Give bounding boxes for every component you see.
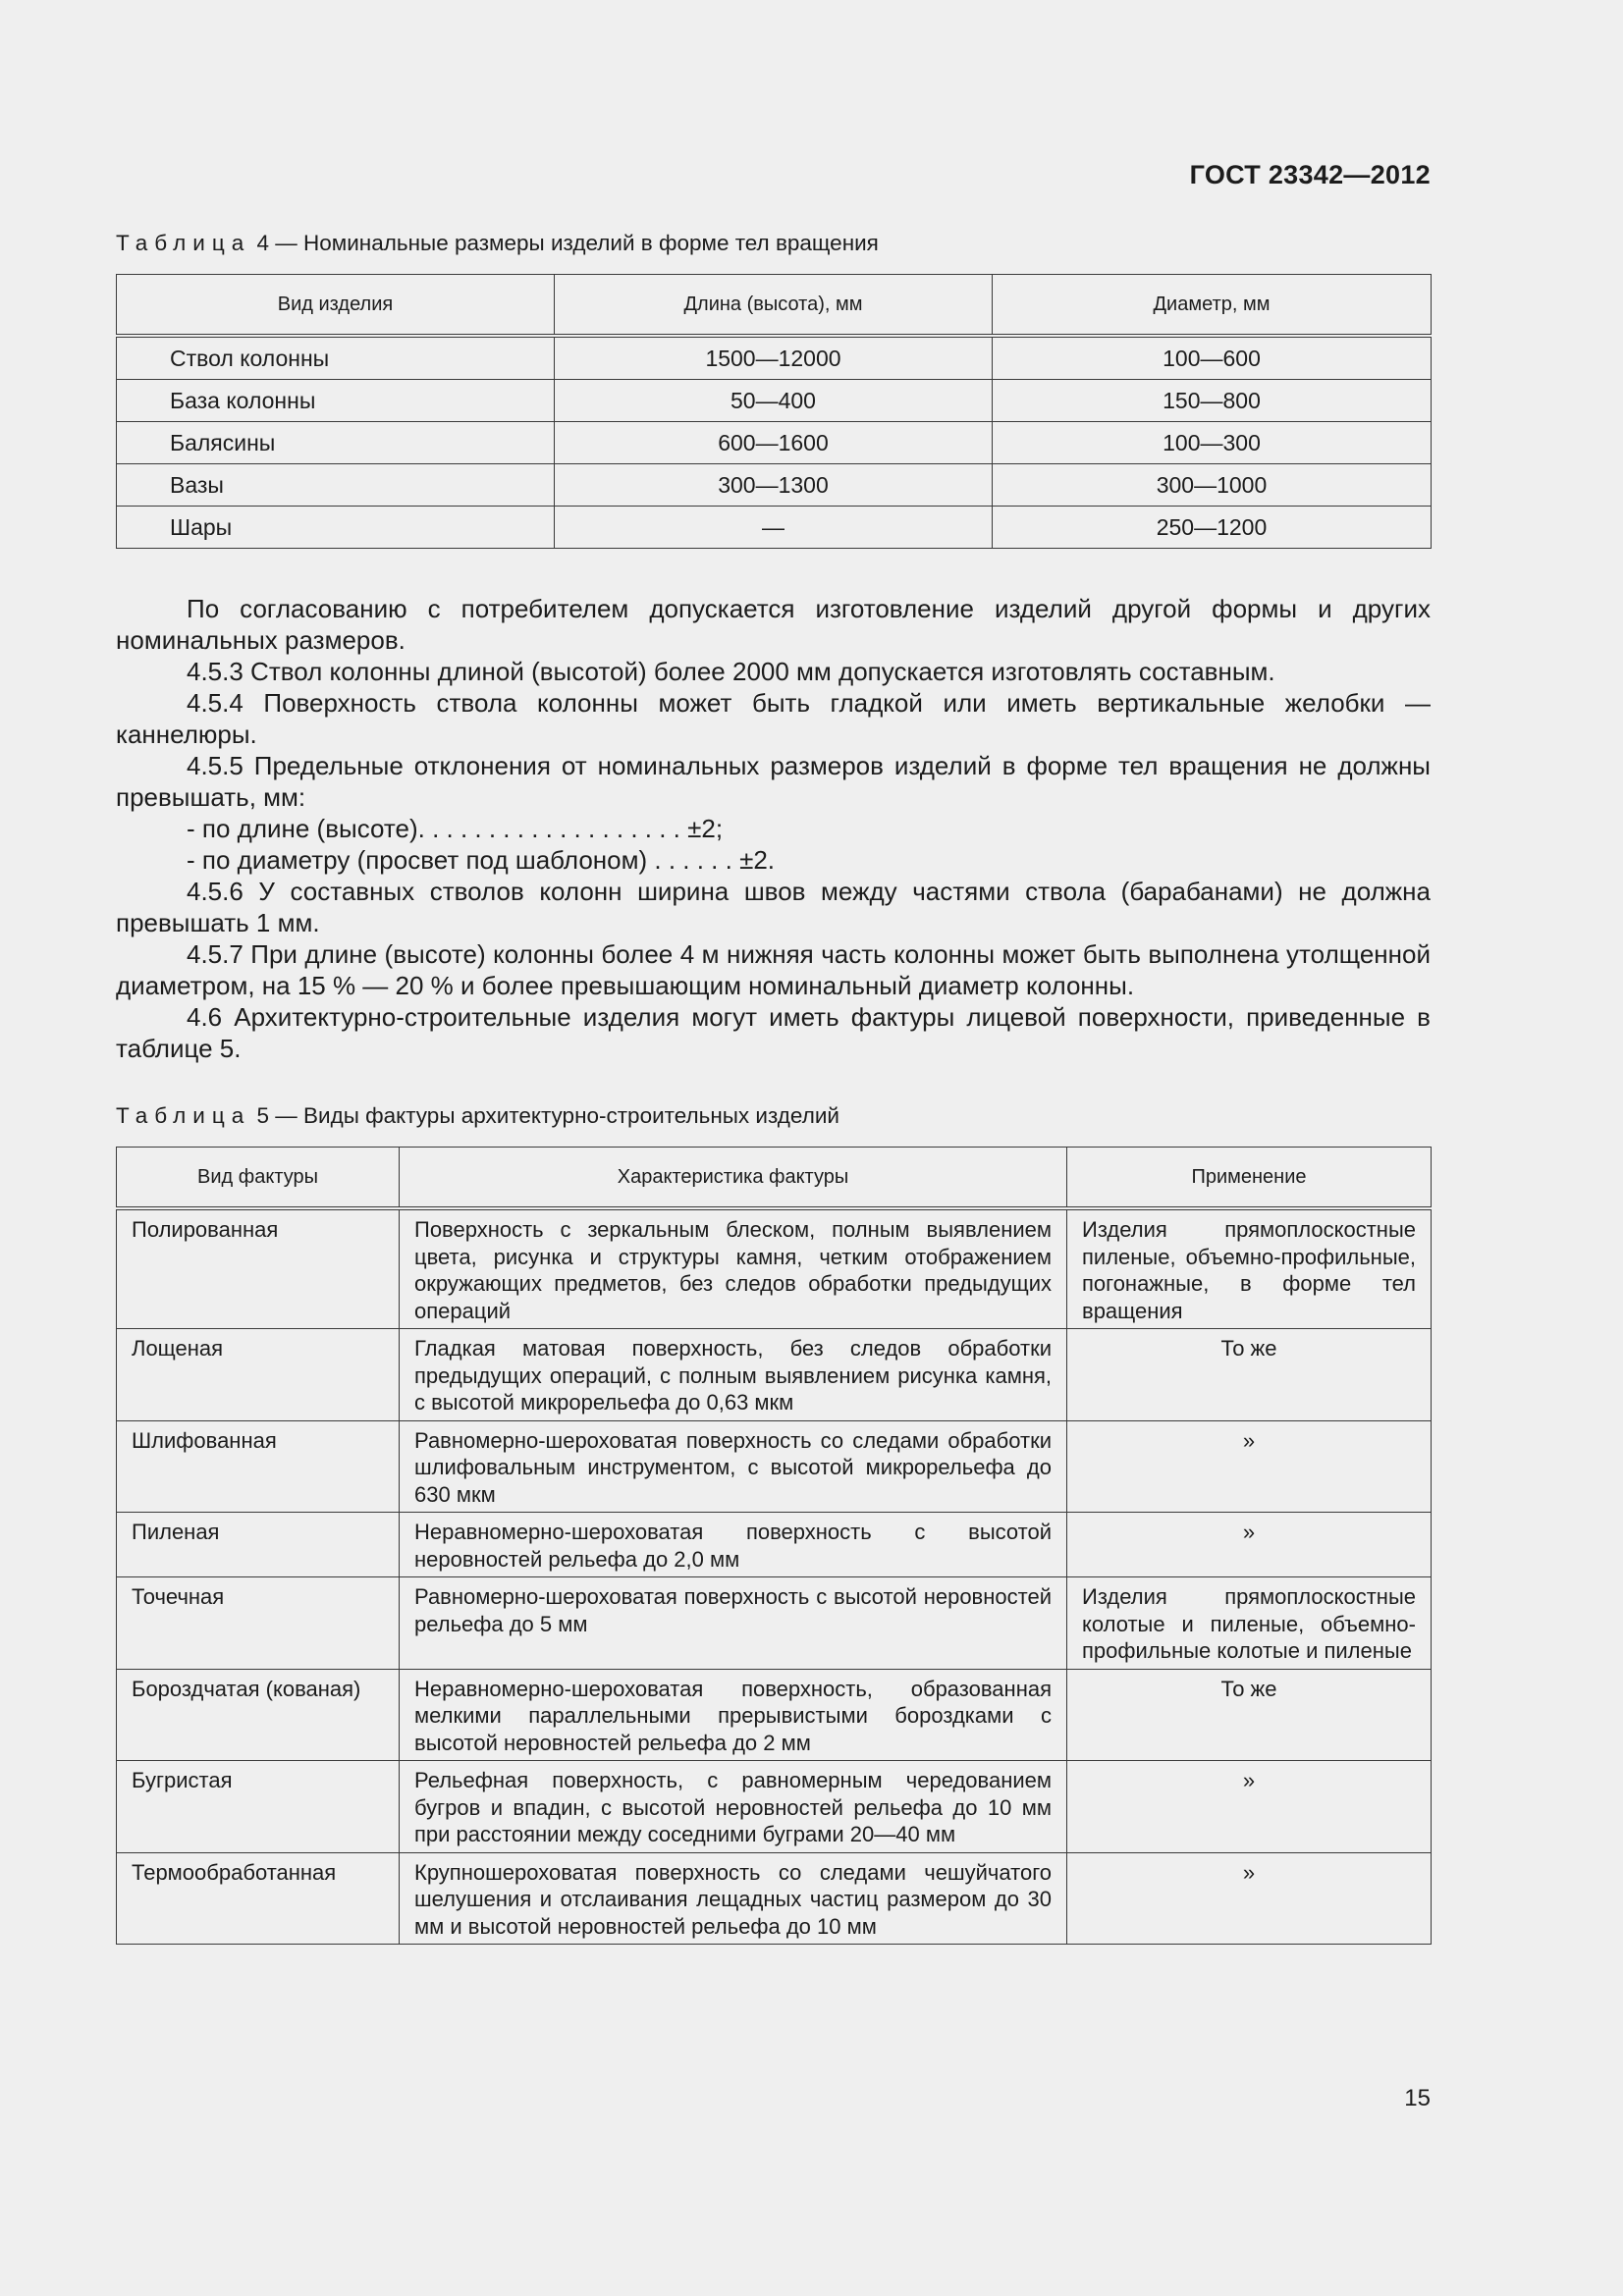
table-cell: 250—1200 [993, 507, 1432, 549]
table-row [117, 422, 1432, 464]
table5-caption-prefix: Таблица [116, 1103, 251, 1128]
list-item: - по длине (высоте). . . . . . . . . . . . . . . . . . . ±2; [187, 814, 724, 843]
table-cell: Поверхность с зеркальным блеском, полным выявлением цвета, рисунка и структуры камня, четким отображением окружающих предметов, без следов обработки предыдущих операций [400, 1208, 1067, 1329]
table-cell: Гладкая матовая поверхность, без следов обработки предыдущих операций, с полным выявлением рисунка камня, с высотой микрорельефа до 0,63 мкм [400, 1329, 1067, 1421]
table-cell: Бороздчатая (кованая) [117, 1669, 400, 1761]
column-header: Характеристика фактуры [400, 1148, 1067, 1209]
paragraph-4-6: 4.6 Архитектурно-строительные изделия могут иметь фактуры лицевой поверхности, приведенные в таблице 5. [116, 1002, 1431, 1063]
column-header: Вид фактуры [117, 1148, 400, 1209]
table-cell: Термообработанная [117, 1852, 400, 1945]
table-cell: Равномерно-шероховатая поверхность с высотой неровностей рельефа до 5 мм [400, 1577, 1067, 1670]
table4 [116, 274, 1432, 549]
table5-caption-text: 5 — Виды фактуры архитектурно-строительных изделий [250, 1103, 839, 1128]
table-cell: Полированная [117, 1208, 400, 1329]
table-cell: Ствол колонны [117, 336, 555, 380]
column-header: Диаметр, мм [993, 275, 1432, 337]
table4-caption-text: 4 — Номинальные размеры изделий в форме тел вращения [250, 231, 879, 255]
table-cell: » [1067, 1761, 1432, 1853]
paragraph-4-5-7: 4.5.7 При длине (высоте) колонны более 4 м нижняя часть колонны может быть выполнена утолщенной диаметром, на 15 % — 20 % и более превышающим номинальный диаметр колонны. [116, 939, 1431, 1000]
paragraph-4-5-5: 4.5.5 Предельные отклонения от номинальных размеров изделий в форме тел вращения не должны превышать, мм: [116, 751, 1431, 812]
table-cell: Бугристая [117, 1761, 400, 1853]
table-cell: » [1067, 1513, 1432, 1577]
table-row [117, 380, 1432, 422]
column-header: Длина (высота), мм [555, 275, 993, 337]
table-cell: Равномерно-шероховатая поверхность со следами обработки шлифовальным инструментом, с высотой микрорельефа до 630 мкм [400, 1420, 1067, 1513]
table-cell: Изделия прямоплоскостные колотые и пиленые, объемно-профильные колотые и пиленые [1067, 1577, 1432, 1670]
column-header: Применение [1067, 1148, 1432, 1209]
table-cell: Точечная [117, 1577, 400, 1670]
list-item: - по диаметру (просвет под шаблоном) . . . . . . ±2. [187, 845, 776, 875]
table-cell: Шары [117, 507, 555, 549]
table-cell: Неравномерно-шероховатая поверхность с высотой неровностей рельефа до 2,0 мм [400, 1513, 1067, 1577]
table4-caption [116, 231, 879, 256]
table-row [117, 1852, 1432, 1945]
table-row [117, 464, 1432, 507]
table-cell: 300—1000 [993, 464, 1432, 507]
table-cell: То же [1067, 1669, 1432, 1761]
table-cell: Пиленая [117, 1513, 400, 1577]
table-row [117, 1329, 1432, 1421]
table-row [117, 336, 1432, 380]
paragraph: По согласованию с потребителем допускается изготовление изделий другой формы и других номинальных размеров. [116, 594, 1431, 655]
document-id: ГОСТ 23342—2012 [1189, 160, 1431, 189]
table-cell: То же [1067, 1329, 1432, 1421]
table-header-row [117, 1148, 1432, 1209]
table-cell: Лощеная [117, 1329, 400, 1421]
paragraph-4-5-6: 4.5.6 У составных стволов колонн ширина швов между частями ствола (барабанами) не должна превышать 1 мм. [116, 877, 1431, 937]
table-cell: 100—600 [993, 336, 1432, 380]
table-cell: » [1067, 1852, 1432, 1945]
table5-caption [116, 1103, 839, 1129]
table-cell: 50—400 [555, 380, 993, 422]
table-row [117, 1208, 1432, 1329]
table-row [117, 507, 1432, 549]
table-cell: Крупношероховатая поверхность со следами чешуйчатого шелушения и отслаивания лещадных частиц размером до 30 мм и высотой неровностей рельефа до 10 мм [400, 1852, 1067, 1945]
table5 [116, 1147, 1432, 1945]
table-cell: Шлифованная [117, 1420, 400, 1513]
table-cell: — [555, 507, 993, 549]
table-cell: » [1067, 1420, 1432, 1513]
table-cell: 600—1600 [555, 422, 993, 464]
column-header: Вид изделия [117, 275, 555, 337]
table-cell: Неравномерно-шероховатая поверхность, образованная мелкими параллельными прерывистыми бороздками с высотой неровностей рельефа до 2 мм [400, 1669, 1067, 1761]
table-cell: Рельефная поверхность, с равномерным чередованием бугров и впадин, с высотой неровностей рельефа до 10 мм при расстоянии между соседними буграми 20—40 мм [400, 1761, 1067, 1853]
table-cell: 100—300 [993, 422, 1432, 464]
body-text [116, 593, 1431, 1064]
table4-caption-prefix: Таблица [116, 231, 251, 255]
table-cell: Балясины [117, 422, 555, 464]
table-cell: 150—800 [993, 380, 1432, 422]
table-row [117, 1513, 1432, 1577]
page-number: 15 [1404, 2085, 1431, 2111]
table-row [117, 1761, 1432, 1853]
paragraph-4-5-3: 4.5.3 Ствол колонны длиной (высотой) более 2000 мм допускается изготовлять составным. [187, 657, 1275, 686]
table-row [117, 1577, 1432, 1670]
table-cell: Вазы [117, 464, 555, 507]
table-cell: 300—1300 [555, 464, 993, 507]
table-row [117, 1420, 1432, 1513]
paragraph-4-5-4: 4.5.4 Поверхность ствола колонны может быть гладкой или иметь вертикальные желобки — каннелюры. [116, 688, 1431, 749]
table-cell: Изделия прямоплоскостные пиленые, объемно-профильные, погонажные, в форме тел вращения [1067, 1208, 1432, 1329]
table-cell: 1500—12000 [555, 336, 993, 380]
table-cell: База колонны [117, 380, 555, 422]
table-row [117, 1669, 1432, 1761]
table-header-row [117, 275, 1432, 337]
